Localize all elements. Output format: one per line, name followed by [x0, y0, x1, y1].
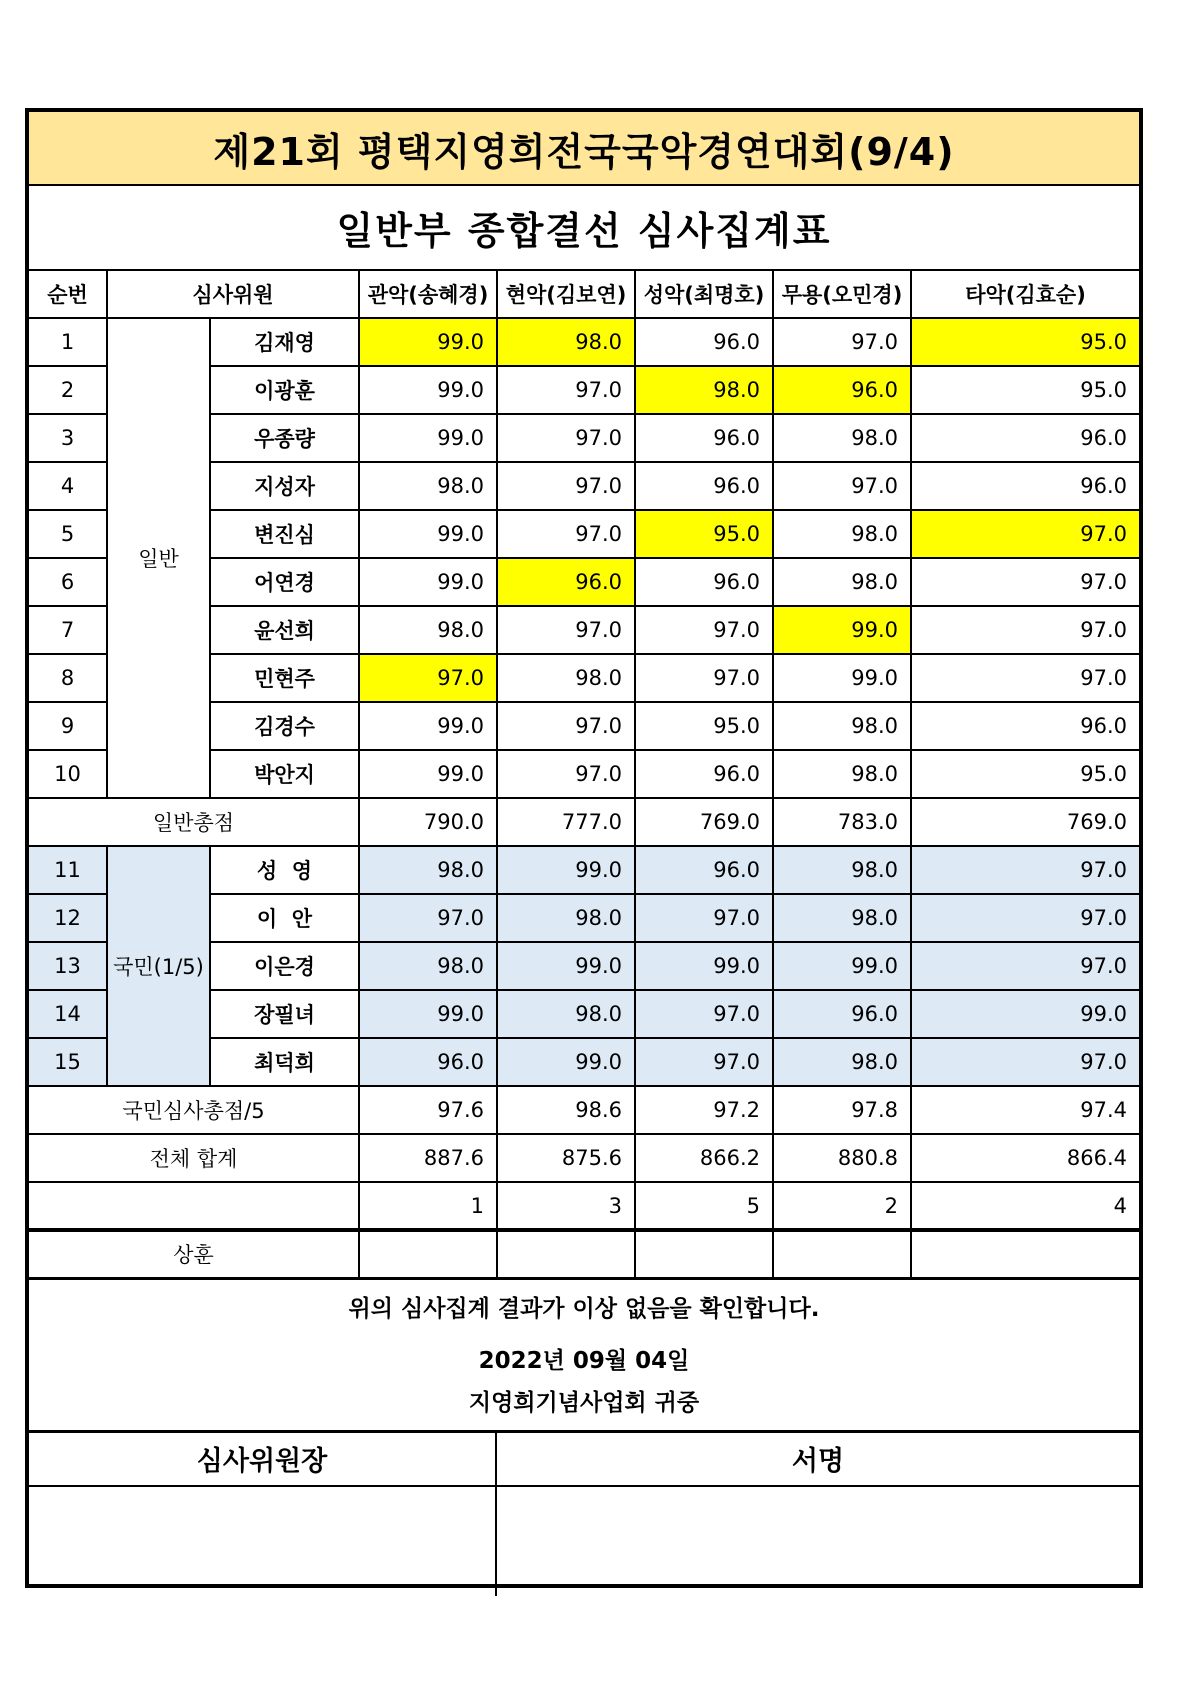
score-percussion: 95.0 — [911, 366, 1139, 414]
header-no: 순번 — [29, 270, 107, 318]
confirmation-text: 위의 심사집계 결과가 이상 없음을 확인합니다. — [348, 1295, 820, 1322]
award-strings[interactable] — [497, 1230, 635, 1278]
award-winds[interactable] — [359, 1230, 497, 1278]
score-winds: 99.0 — [359, 366, 497, 414]
score-winds: 98.0 — [359, 846, 497, 894]
score-dance: 98.0 — [773, 846, 911, 894]
grand-total-row-strings: 875.6 — [497, 1134, 635, 1182]
confirmation-block — [29, 1280, 1139, 1433]
score-winds: 99.0 — [359, 558, 497, 606]
score-percussion: 97.0 — [911, 510, 1139, 558]
score-percussion: 96.0 — [911, 702, 1139, 750]
row-number: 10 — [29, 750, 107, 798]
general-total-row-strings: 777.0 — [497, 798, 635, 846]
score-dance: 97.0 — [773, 462, 911, 510]
score-vocal: 98.0 — [635, 366, 773, 414]
score-winds: 96.0 — [359, 1038, 497, 1086]
score-strings: 99.0 — [497, 846, 635, 894]
public-total-row-label: 국민심사총점/5 — [29, 1086, 359, 1134]
score-vocal: 96.0 — [635, 414, 773, 462]
general-total-row-winds: 790.0 — [359, 798, 497, 846]
score-winds: 99.0 — [359, 510, 497, 558]
rank-row — [29, 1182, 1139, 1230]
score-winds: 99.0 — [359, 318, 497, 366]
general-total-row — [29, 798, 1139, 846]
judge-name: 최덕희 — [210, 1038, 359, 1086]
table-row — [29, 318, 1139, 366]
score-strings: 96.0 — [497, 558, 635, 606]
row-number: 12 — [29, 894, 107, 942]
score-percussion: 96.0 — [911, 414, 1139, 462]
score-vocal: 96.0 — [635, 462, 773, 510]
score-dance: 96.0 — [773, 990, 911, 1038]
score-dance: 98.0 — [773, 894, 911, 942]
score-vocal: 95.0 — [635, 510, 773, 558]
score-dance: 99.0 — [773, 606, 911, 654]
score-percussion: 95.0 — [911, 318, 1139, 366]
group-general: 일반 — [107, 318, 210, 798]
score-winds: 98.0 — [359, 606, 497, 654]
judge-name: 지성자 — [210, 462, 359, 510]
header-col-percussion: 타악(김효순) — [911, 270, 1139, 318]
score-winds: 99.0 — [359, 702, 497, 750]
score-vocal: 97.0 — [635, 990, 773, 1038]
grand-total-row-vocal: 866.2 — [635, 1134, 773, 1182]
score-strings: 97.0 — [497, 750, 635, 798]
row-number: 1 — [29, 318, 107, 366]
score-vocal: 99.0 — [635, 942, 773, 990]
score-dance: 98.0 — [773, 414, 911, 462]
score-vocal: 97.0 — [635, 894, 773, 942]
grand-total-row-percussion: 866.4 — [911, 1134, 1139, 1182]
public-total-row-strings: 98.6 — [497, 1086, 635, 1134]
row-number: 7 — [29, 606, 107, 654]
score-vocal: 96.0 — [635, 558, 773, 606]
score-strings: 98.0 — [497, 990, 635, 1038]
score-strings: 97.0 — [497, 702, 635, 750]
award-vocal[interactable] — [635, 1230, 773, 1278]
row-number: 9 — [29, 702, 107, 750]
general-total-row-percussion: 769.0 — [911, 798, 1139, 846]
row-number: 8 — [29, 654, 107, 702]
score-percussion: 97.0 — [911, 654, 1139, 702]
score-percussion: 97.0 — [911, 894, 1139, 942]
score-winds: 97.0 — [359, 654, 497, 702]
award-label: 상훈 — [29, 1230, 359, 1278]
general-total-row-label: 일반총점 — [29, 798, 359, 846]
public-total-row-winds: 97.6 — [359, 1086, 497, 1134]
grand-total-row-label: 전체 합계 — [29, 1134, 359, 1182]
general-total-row-vocal: 769.0 — [635, 798, 773, 846]
rank-vocal: 5 — [635, 1182, 773, 1230]
judge-name: 윤선희 — [210, 606, 359, 654]
score-sheet — [25, 108, 1143, 1588]
score-vocal: 97.0 — [635, 1038, 773, 1086]
judge-name: 김재영 — [210, 318, 359, 366]
row-number: 2 — [29, 366, 107, 414]
score-dance: 98.0 — [773, 510, 911, 558]
score-dance: 99.0 — [773, 654, 911, 702]
public-total-row-vocal: 97.2 — [635, 1086, 773, 1134]
sheet-subtitle: 일반부 종합결선 심사집계표 — [29, 185, 1139, 270]
score-strings: 98.0 — [497, 318, 635, 366]
score-strings: 97.0 — [497, 414, 635, 462]
judge-name: 이 안 — [210, 894, 359, 942]
score-percussion: 97.0 — [911, 846, 1139, 894]
row-number: 3 — [29, 414, 107, 462]
signature-table — [29, 1433, 1139, 1596]
judge-name: 이은경 — [210, 942, 359, 990]
header-col-winds: 관악(송혜경) — [359, 270, 497, 318]
rank-strings: 3 — [497, 1182, 635, 1230]
judge-name: 변진심 — [210, 510, 359, 558]
score-dance: 99.0 — [773, 942, 911, 990]
score-dance: 98.0 — [773, 558, 911, 606]
judge-name: 성 영 — [210, 846, 359, 894]
judge-name: 우종량 — [210, 414, 359, 462]
score-strings: 97.0 — [497, 606, 635, 654]
row-number: 13 — [29, 942, 107, 990]
judge-name: 김경수 — [210, 702, 359, 750]
score-winds: 98.0 — [359, 462, 497, 510]
award-dance[interactable] — [773, 1230, 911, 1278]
row-number: 14 — [29, 990, 107, 1038]
sign-label: 서명 — [496, 1433, 1139, 1486]
public-total-row-dance: 97.8 — [773, 1086, 911, 1134]
award-percussion[interactable] — [911, 1230, 1139, 1278]
row-number: 6 — [29, 558, 107, 606]
score-dance: 96.0 — [773, 366, 911, 414]
public-total-row — [29, 1086, 1139, 1134]
score-strings: 97.0 — [497, 510, 635, 558]
score-percussion: 97.0 — [911, 558, 1139, 606]
header-judge: 심사위원 — [107, 270, 359, 318]
score-percussion: 97.0 — [911, 942, 1139, 990]
score-vocal: 96.0 — [635, 318, 773, 366]
judge-name: 어연경 — [210, 558, 359, 606]
public-total-row-percussion: 97.4 — [911, 1086, 1139, 1134]
score-strings: 98.0 — [497, 894, 635, 942]
score-percussion: 97.0 — [911, 606, 1139, 654]
score-strings: 97.0 — [497, 462, 635, 510]
score-dance: 98.0 — [773, 1038, 911, 1086]
rank-row-label — [29, 1182, 359, 1230]
score-vocal: 96.0 — [635, 846, 773, 894]
table-row — [29, 846, 1139, 894]
score-dance: 98.0 — [773, 702, 911, 750]
score-winds: 97.0 — [359, 894, 497, 942]
row-number: 15 — [29, 1038, 107, 1086]
score-winds: 98.0 — [359, 942, 497, 990]
score-winds: 99.0 — [359, 750, 497, 798]
confirmation-recipient: 지영희기념사업회 귀중 — [468, 1389, 700, 1416]
score-strings: 98.0 — [497, 654, 635, 702]
score-vocal: 95.0 — [635, 702, 773, 750]
judge-name: 이광훈 — [210, 366, 359, 414]
grand-total-row-dance: 880.8 — [773, 1134, 911, 1182]
header-col-strings: 현악(김보연) — [497, 270, 635, 318]
rank-dance: 2 — [773, 1182, 911, 1230]
header-col-vocal: 성악(최명호) — [635, 270, 773, 318]
score-strings: 99.0 — [497, 942, 635, 990]
score-table — [29, 112, 1139, 1280]
judge-name: 장필녀 — [210, 990, 359, 1038]
score-percussion: 95.0 — [911, 750, 1139, 798]
chair-label: 심사위원장 — [29, 1433, 496, 1486]
sheet-title: 제21회 평택지영희전국국악경연대회(9/4) — [29, 112, 1139, 185]
score-dance: 98.0 — [773, 750, 911, 798]
rank-winds: 1 — [359, 1182, 497, 1230]
score-percussion: 96.0 — [911, 462, 1139, 510]
grand-total-row — [29, 1134, 1139, 1182]
score-strings: 97.0 — [497, 366, 635, 414]
score-winds: 99.0 — [359, 414, 497, 462]
grand-total-row-winds: 887.6 — [359, 1134, 497, 1182]
score-vocal: 97.0 — [635, 606, 773, 654]
row-number: 4 — [29, 462, 107, 510]
row-number: 11 — [29, 846, 107, 894]
signature-box[interactable] — [496, 1486, 1139, 1596]
header-row — [29, 270, 1139, 318]
chair-name-box[interactable] — [29, 1486, 496, 1596]
score-percussion: 97.0 — [911, 1038, 1139, 1086]
row-number: 5 — [29, 510, 107, 558]
award-row — [29, 1230, 1139, 1278]
judge-name: 박안지 — [210, 750, 359, 798]
score-vocal: 96.0 — [635, 750, 773, 798]
score-strings: 99.0 — [497, 1038, 635, 1086]
score-dance: 97.0 — [773, 318, 911, 366]
header-col-dance: 무용(오민경) — [773, 270, 911, 318]
score-vocal: 97.0 — [635, 654, 773, 702]
group-public: 국민(1/5) — [107, 846, 210, 1086]
judge-name: 민현주 — [210, 654, 359, 702]
score-percussion: 99.0 — [911, 990, 1139, 1038]
confirmation-date: 2022년 09월 04일 — [478, 1347, 690, 1374]
general-total-row-dance: 783.0 — [773, 798, 911, 846]
score-winds: 99.0 — [359, 990, 497, 1038]
rank-percussion: 4 — [911, 1182, 1139, 1230]
